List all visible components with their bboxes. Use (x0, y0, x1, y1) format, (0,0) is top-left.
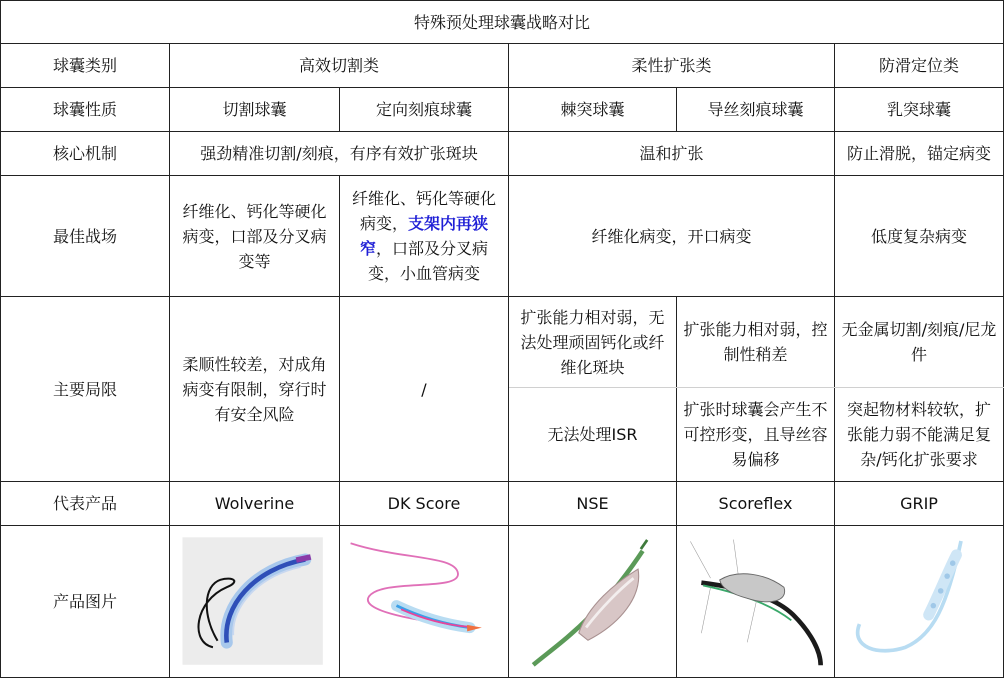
wolverine-balloon-illustration (176, 526, 333, 677)
limit-papilla-bottom: 突起物材料较软，扩张能力弱不能满足复杂/钙化扩张要求 (835, 388, 1004, 482)
limit-spike-top: 扩张能力相对弱，无法处理顽固钙化或纤维化斑块 (509, 297, 677, 388)
nature-papilla-balloon: 乳突球囊 (835, 88, 1004, 132)
nse-balloon-illustration (515, 526, 670, 677)
nature-cutting-balloon: 切割球囊 (170, 88, 340, 132)
row-label-type: 球囊类别 (1, 44, 170, 88)
product-scoreflex: Scoreflex (677, 482, 835, 526)
table-title: 特殊预处理球囊战略对比 (1, 1, 1004, 44)
row-label-images: 产品图片 (1, 526, 170, 678)
best-scoring-text-b: ，口部及分叉病变，小血管病变 (367, 239, 489, 283)
image-scoreflex (677, 526, 835, 678)
product-wolverine: Wolverine (170, 482, 340, 526)
best-papilla-balloon: 低度复杂病变 (835, 176, 1004, 297)
image-nse (509, 526, 677, 678)
limit-scoring-balloon: / (340, 297, 509, 482)
image-grip (835, 526, 1004, 678)
limit-papilla-top: 无金属切割/刻痕/尼龙件 (835, 297, 1004, 388)
row-label-limits: 主要局限 (1, 297, 170, 482)
best-scoring-text-a: 纤维化、钙化等硬化病变， (351, 189, 496, 233)
dk-score-balloon-illustration (346, 526, 502, 677)
type-cutting: 高效切割类 (170, 44, 509, 88)
row-label-mechanism: 核心机制 (1, 132, 170, 176)
row-label-products: 代表产品 (1, 482, 170, 526)
product-grip: GRIP (835, 482, 1004, 526)
nature-scoring-balloon: 定向刻痕球囊 (340, 88, 509, 132)
grip-balloon-illustration (841, 526, 997, 677)
image-dk-score (340, 526, 509, 678)
mechanism-cutting: 强劲精准切割/刻痕，有序有效扩张斑块 (170, 132, 509, 176)
limit-wire-top: 扩张能力相对弱，控制性稍差 (677, 297, 835, 388)
product-nse: NSE (509, 482, 677, 526)
best-flexible: 纤维化病变，开口病变 (509, 176, 835, 297)
image-wolverine (170, 526, 340, 678)
scoreflex-balloon-illustration (683, 526, 828, 677)
type-flexible: 柔性扩张类 (509, 44, 835, 88)
nature-wire-scoring-balloon: 导丝刻痕球囊 (677, 88, 835, 132)
best-scoring-highlight: 支架内再狭窄 (359, 214, 489, 258)
product-dk-score: DK Score (340, 482, 509, 526)
limit-wire-bottom: 扩张时球囊会产生不可控形变，且导丝容易偏移 (677, 388, 835, 482)
best-cutting-balloon: 纤维化、钙化等硬化病变，口部及分叉病变等 (170, 176, 340, 297)
nature-spike-balloon: 棘突球囊 (509, 88, 677, 132)
best-scoring-balloon (340, 176, 509, 297)
mechanism-flexible: 温和扩张 (509, 132, 835, 176)
limit-cutting-balloon: 柔顺性较差，对成角病变有限制，穿行时有安全风险 (170, 297, 340, 482)
limit-spike-bottom: 无法处理ISR (509, 388, 677, 482)
mechanism-antislip: 防止滑脱，锚定病变 (835, 132, 1004, 176)
row-label-best: 最佳战场 (1, 176, 170, 297)
type-antislip: 防滑定位类 (835, 44, 1004, 88)
row-label-nature: 球囊性质 (1, 88, 170, 132)
